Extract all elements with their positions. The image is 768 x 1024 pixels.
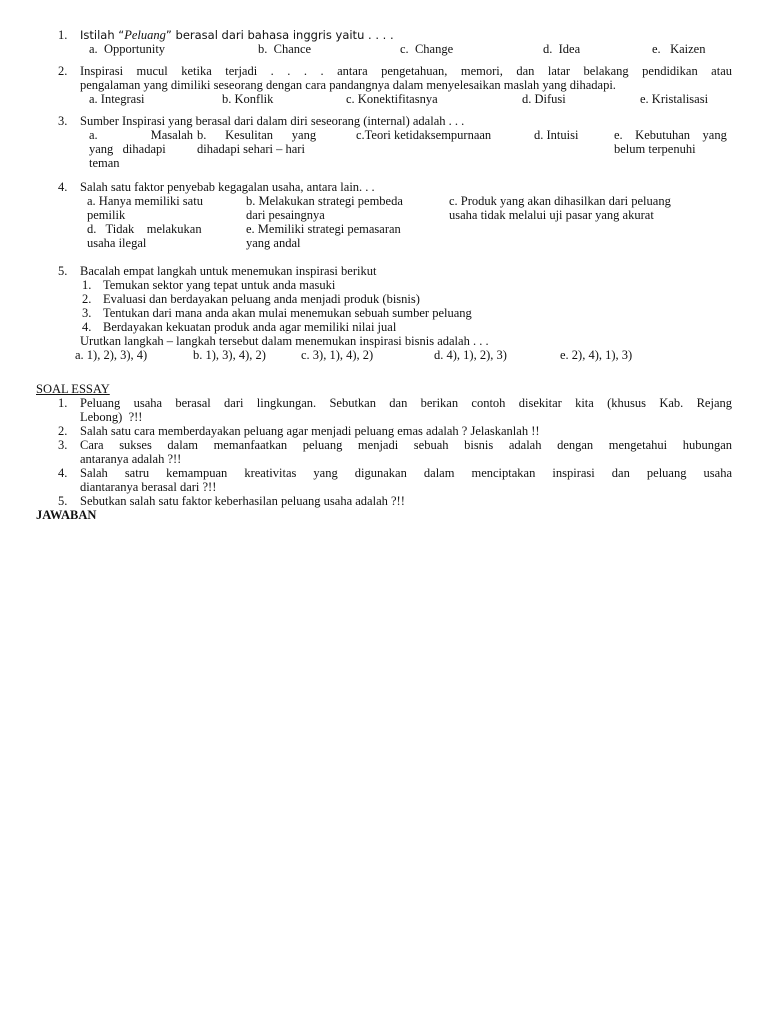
essay-3-line2: antaranya adalah ?!! [80,452,182,466]
q5-step-2-num: 2. [82,292,92,306]
q1-number: 1. [58,28,68,42]
essay-4-number: 4. [58,466,68,480]
q2-option-a: a. Integrasi [89,92,145,106]
q4-option-a-line2: pemilik [87,208,126,222]
essay-5-number: 5. [58,494,68,508]
q1-stem-before: Istilah “ [80,28,125,42]
q2-number: 2. [58,64,68,78]
answer-heading: JAWABAN [36,508,97,522]
essay-4-line1: Salah satru kemampuan kreativitas yang digunakan dalam menciptakan inspirasi dan peluang usaha [80,466,732,480]
q2-option-c: c. Konektifitasnya [346,92,438,106]
q4-option-b-line1: b. Melakukan strategi pembeda [246,194,403,208]
q3-option-b-line2: dihadapi sehari – hari [197,142,305,156]
essay-1-line2: Lebong) ?!! [80,410,143,424]
essay-4-line2: diantaranya berasal dari ?!! [80,480,217,494]
q5-option-b: b. 1), 3), 4), 2) [193,348,266,362]
q5-step-4-num: 4. [82,320,92,334]
q2-stem-line1: Inspirasi mucul ketika terjadi . . . . antara pengetahuan, memori, dan latar belakang pendidikan atau [80,64,732,78]
q1-stem [80,28,394,42]
q3-option-e-line1: e. Kebutuhan yang [614,128,727,142]
q3-option-e-line2: belum terpenuhi [614,142,696,156]
q4-option-b-line2: dari pesaingnya [246,208,325,222]
q3-option-a-line1: a. Masalah [89,128,193,142]
q1-stem-italic: Peluang [124,28,166,42]
q2-option-d: d. Difusi [522,92,566,106]
q5-step-2: Evaluasi dan berdayakan peluang anda menjadi produk (bisnis) [103,292,420,306]
q2-option-e: e. Kristalisasi [640,92,709,106]
q5-step-4: Berdayakan kekuatan produk anda agar memiliki nilai jual [103,320,397,334]
q5-step-1-num: 1. [82,278,92,292]
q1-option-e: e. Kaizen [652,42,706,56]
essay-5-line1: Sebutkan salah satu faktor keberhasilan peluang usaha adalah ?!! [80,494,405,508]
q5-option-c: c. 3), 1), 4), 2) [301,348,374,362]
q5-option-d: d. 4), 1), 2), 3) [434,348,507,362]
q1-option-b: b. Chance [258,42,312,56]
q1-option-a: a. Opportunity [89,42,166,56]
q5-step-3: Tentukan dari mana anda akan mulai menemukan sebuah sumber peluang [103,306,472,320]
q3-option-b-line1: b. Kesulitan yang [197,128,317,142]
q4-option-d-line2: usaha ilegal [87,236,147,250]
q1-option-d: d. Idea [543,42,581,56]
q5-step-1: Temukan sektor yang tepat untuk anda masuki [103,278,336,292]
q4-option-c-line1: c. Produk yang akan dihasilkan dari peluang [449,194,671,208]
q4-number: 4. [58,180,68,194]
q5-option-e: e. 2), 4), 1), 3) [560,348,633,362]
q4-option-e-line1: e. Memiliki strategi pemasaran [246,222,401,236]
q3-option-c: c.Teori ketidaksempurnaan [356,128,492,142]
q1-option-c: c. Change [400,42,454,56]
q4-option-c-line2: usaha tidak melalui uji pasar yang akurat [449,208,654,222]
q1-stem-after: ” berasal dari bahasa inggris yaitu . . . . [165,28,394,42]
q4-option-a-line1: a. Hanya memiliki satu [87,194,203,208]
q3-stem: Sumber Inspirasi yang berasal dari dalam diri seseorang (internal) adalah . . . [80,114,465,128]
q3-option-a-line2: yang dihadapi [89,142,166,156]
q3-option-d: d. Intuisi [534,128,579,142]
q4-option-e-line2: yang andal [246,236,301,250]
q4-option-d-line1: d. Tidak melakukan [87,222,202,236]
q3-number: 3. [58,114,68,128]
q5-number: 5. [58,264,68,278]
essay-heading: SOAL ESSAY [36,382,110,396]
essay-3-number: 3. [58,438,68,452]
q2-stem-line2: pengalaman yang dimiliki seseorang dengan cara pandangnya dalam menyelesaikan maslah yang dihadapi. [80,78,616,92]
q2-option-b: b. Konflik [222,92,274,106]
q5-stem: Bacalah empat langkah untuk menemukan inspirasi berikut [80,264,377,278]
essay-1-line1: Peluang usaha berasal dari lingkungan. Sebutkan dan berikan contoh disekitar kita (khusus Kab. Rejang [80,396,732,410]
essay-1-number: 1. [58,396,68,410]
q5-step-3-num: 3. [82,306,92,320]
q4-stem: Salah satu faktor penyebab kegagalan usaha, antara lain. . . [80,180,375,194]
q5-option-a: a. 1), 2), 3), 4) [75,348,148,362]
essay-3-line1: Cara sukses dalam memanfaatkan peluang menjadi sebuah bisnis adalah dengan mengetahui hubungan [80,438,732,452]
q3-option-a-line3: teman [89,156,120,170]
q5-instruction: Urutkan langkah – langkah tersebut dalam menemukan inspirasi bisnis adalah . . . [80,334,489,348]
essay-2-line1: Salah satu cara memberdayakan peluang agar menjadi peluang emas adalah ? Jelaskanlah !! [80,424,540,438]
essay-2-number: 2. [58,424,68,438]
